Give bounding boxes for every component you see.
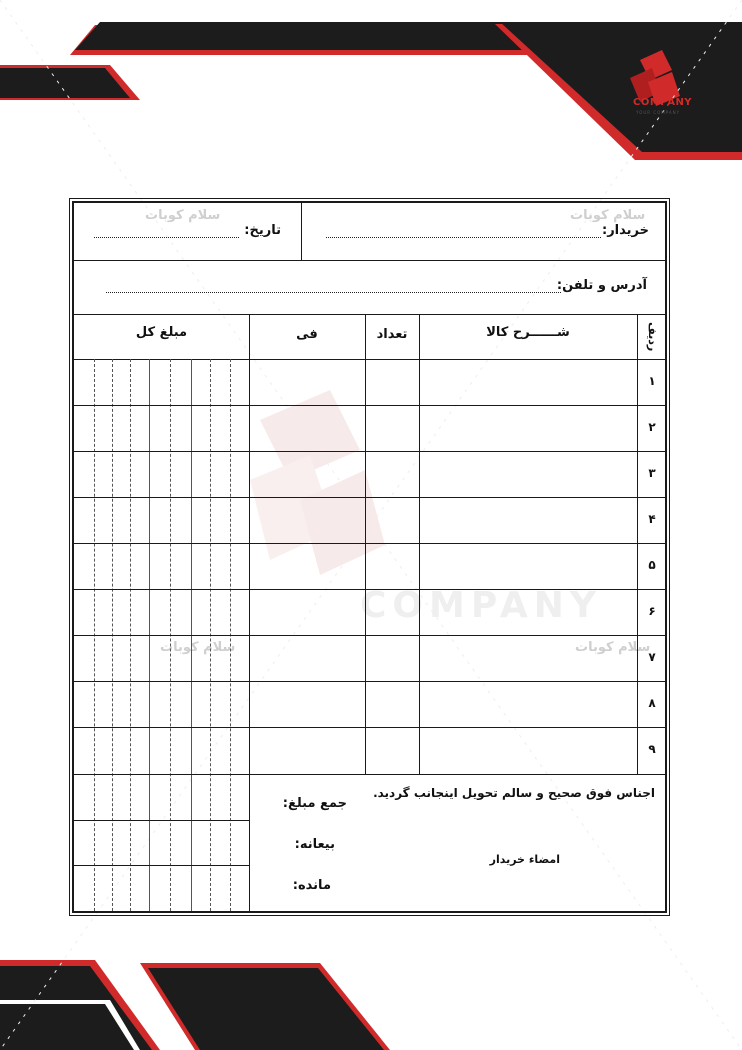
watermark-company: COMPANY (360, 585, 602, 626)
column-header-qty: تعداد (376, 327, 408, 342)
column-header-row: ردیف (646, 322, 659, 352)
buyer-label: خریدار: (602, 223, 649, 238)
buyer-field[interactable] (326, 237, 601, 238)
remaining-label: مانده: (292, 878, 331, 893)
row-number: ۴ (648, 512, 656, 526)
row-number: ۵ (648, 558, 656, 572)
invoice-form (72, 201, 667, 913)
date-field[interactable] (94, 237, 239, 238)
watermark-text: سلام کوبات (145, 208, 221, 223)
column-header-total: مبلغ کل (135, 325, 188, 340)
row-number: ۳ (648, 466, 656, 480)
watermark-text: سلام کوبات (160, 640, 236, 655)
address-label: آدرس و تلفن: (556, 278, 647, 293)
row-number: ۶ (648, 604, 656, 618)
row-number: ۸ (648, 696, 656, 710)
watermark-text: سلام کوبات (570, 208, 646, 223)
row-number: ۲ (648, 420, 656, 434)
column-header-description: شــــــرح کالا (486, 325, 570, 340)
deposit-label: بیعانه: (294, 837, 335, 852)
company-name: COMPANY (633, 97, 693, 108)
buyer-date-row (74, 203, 665, 261)
row-number: ۹ (648, 742, 656, 756)
row-number: ۷ (648, 650, 656, 664)
column-header-unit-price: فی (296, 327, 318, 342)
address-field[interactable] (106, 292, 561, 293)
row-number: ۱ (648, 374, 656, 388)
declaration-text: اجناس فوق صحیح و سالم تحویل اینجانب گردید. (373, 786, 655, 800)
company-tagline: YOUR COMPANY (636, 110, 681, 115)
watermark-text: سلام کوبات (575, 640, 651, 655)
buyer-signature-label: امضاء خریدار (489, 853, 560, 866)
sum-label: جمع مبلغ: (282, 796, 347, 811)
date-label: تاریخ: (244, 223, 281, 238)
